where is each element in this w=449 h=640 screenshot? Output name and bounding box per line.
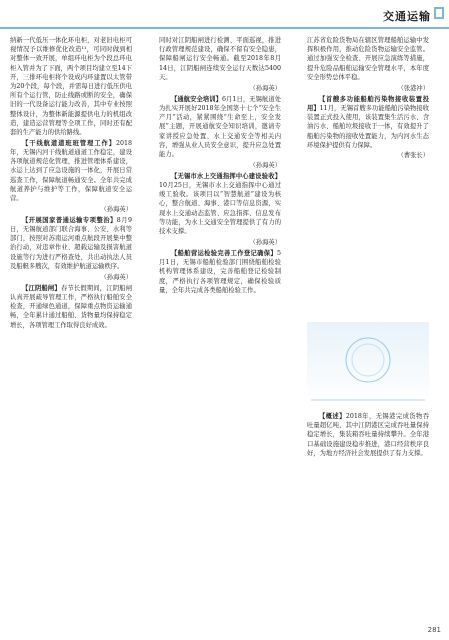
news-item bbox=[307, 95, 429, 150]
news-item-body: 5月1日，无锡市船舶检验部门围绕船舶检验机构管理体系建设，完善船舶登记检验制度，严格执行各项管理规定，确保检验质量，全年共完成各类船舶检验工作。 bbox=[159, 249, 281, 294]
news-item-heading: 【通航安全培训】 bbox=[171, 95, 222, 103]
paragraph: 江苏省危险货物局在辖区管理船舶运输中发挥积极作用，推动危险货物运输安全监管。通过加强安全检查、开展应急演练等措施，提升危险品船舶运输安全管理水平，本年度安全形势总体平稳。 bbox=[307, 37, 429, 81]
news-item-body: 2018年，无锡内河干线航道通道工作稳定，建设各项航道规范化管理，推进管理体系建设，水运上达到了应急设施的一体化，开展日常巡查工作，保障航道畅通安全。全年共完成航道养护与维护等工作，保障航道安全运营。 bbox=[10, 139, 132, 202]
news-item-body: 春节长假期间，江阴船闸认真开展疏导管理工作，严格执行船舶安全检查，开通绿色通道，保障重点物资运输通畅，全年累计通过船舶、货物量均保持稳定增长，各项管理工作取得良好成效。 bbox=[10, 284, 132, 329]
news-item-body: 2018年，无锡港完成货物吞吐量超亿吨，其中江阴港区完成吞吐量保持稳定增长，集装箱吞吐量持续攀升。全年港口基础设施建设稳步推进，港口经营秩序良好，为地方经济社会发展提供了有力支撑。 bbox=[307, 413, 429, 457]
news-item-heading: 【江阴船闸】 bbox=[22, 284, 61, 292]
source-credit: （孙海英） bbox=[249, 84, 281, 92]
news-item bbox=[10, 139, 132, 203]
news-item bbox=[159, 95, 281, 159]
paragraph: 纳新一代低压一体化环电柜，对老旧电柜可视情况予以维修优化改造¹¹，可同时做到相对整体一致开展，单组环电柜为个段总环电柜入管并为了下面，两个项目均建立至14下开，三排环电柜将个设成内环建置以太管带为20个段，每个段，并需每日进行低压供电所有个运行管，防止线路或断的安全，确保旧的一代设备运行能力改善，其中专业按照整体设计，为整体新能源提供电力的机组改造，建造运营管理等全项工作，同时还有配套的生产能力的供给路线。 bbox=[10, 37, 132, 137]
news-item bbox=[10, 216, 132, 271]
text-column-3-bottom bbox=[307, 412, 429, 460]
news-item-heading: 【开展国家普通运输专项整治】 bbox=[22, 216, 117, 224]
port-section-banner bbox=[307, 322, 429, 406]
header-rule bbox=[0, 27, 449, 29]
source-credit: （孙海英） bbox=[100, 205, 132, 213]
news-item-heading: 【船舶营运检验完善工作登记确保】 bbox=[171, 249, 277, 257]
news-item-heading: 【干线航道道班班管理工作】 bbox=[22, 139, 116, 147]
news-item bbox=[159, 172, 281, 236]
news-item bbox=[10, 284, 132, 330]
source-credit: （曹张长） bbox=[397, 152, 429, 160]
page-header bbox=[0, 0, 449, 26]
text-column-3-top bbox=[307, 36, 429, 163]
page-number: 281 bbox=[427, 626, 441, 634]
source-credit: （孙海英） bbox=[249, 238, 281, 246]
source-credit: （孙海英） bbox=[100, 273, 132, 281]
news-item-body: 11月，无锡首艘多功能船舶污染物接收装置正式投入使用，该装置集生活污水、含油污水、船舶垃圾接收于一体，有效提升了船舶污染物的接收处置能力，为内河水生态环境保护提供有力保障。 bbox=[307, 104, 429, 149]
port-banner-decoration-icon bbox=[307, 322, 429, 406]
text-column-1 bbox=[10, 36, 132, 616]
paragraph: 同时对江阴船闸进行检测、平面巡视，推进行政管理规范建设，确保不留有安全隐患，保障船闸运行安全畅通。截至2018年8月14日，江阴船闸连续安全运行天数达5400天。 bbox=[159, 37, 281, 81]
news-item-heading: 【无锡市水上交通指挥中心建设验收】 bbox=[171, 172, 281, 180]
section-marker-icon bbox=[433, 6, 445, 20]
section-title: 交通运输 bbox=[383, 10, 431, 23]
news-item-body: 6月1日，无锡航道处为扎实开展好2018年全国第十七个“安全生产月”活动，紧紧围绕“生命至上，安全发展”主题，开展通航安全知识培训，邀请专家讲授应急处置、水上交通安全等相关内容，增强从业人员安全意识，提升应急处置能力。 bbox=[159, 95, 281, 158]
news-item bbox=[159, 249, 281, 295]
news-item bbox=[307, 412, 429, 458]
source-credit: （孙海英） bbox=[249, 161, 281, 169]
news-item-body: 8月9日，无锡航道部门联合海事、公安、水利等部门，按照对苏南运河重点航段开展集中整治行动，对违章作业、超载运输及损害航道设施等行为进行严格查处，共出动执法人员及船艇多艘次，有效维护航道运输秩序。 bbox=[10, 216, 132, 270]
text-column-2 bbox=[159, 36, 281, 616]
text-column-3 bbox=[307, 36, 429, 610]
news-item-heading: 【首艘多功能船舶污染物接收装置投用】 bbox=[307, 95, 429, 112]
source-credit: （张港冲） bbox=[397, 84, 429, 92]
news-item-heading: 【概述】 bbox=[319, 413, 346, 420]
news-item-body: 10月25日，无锡市水上交通指挥中心通过竣工验收。该项目以“智慧航道”建设为核心，整合航道、海事、港口等信息资源，实现水上交通动态监管、应急指挥、信息发布等功能，为水上交通安全管理提供了有力的技术支撑。 bbox=[159, 182, 281, 236]
